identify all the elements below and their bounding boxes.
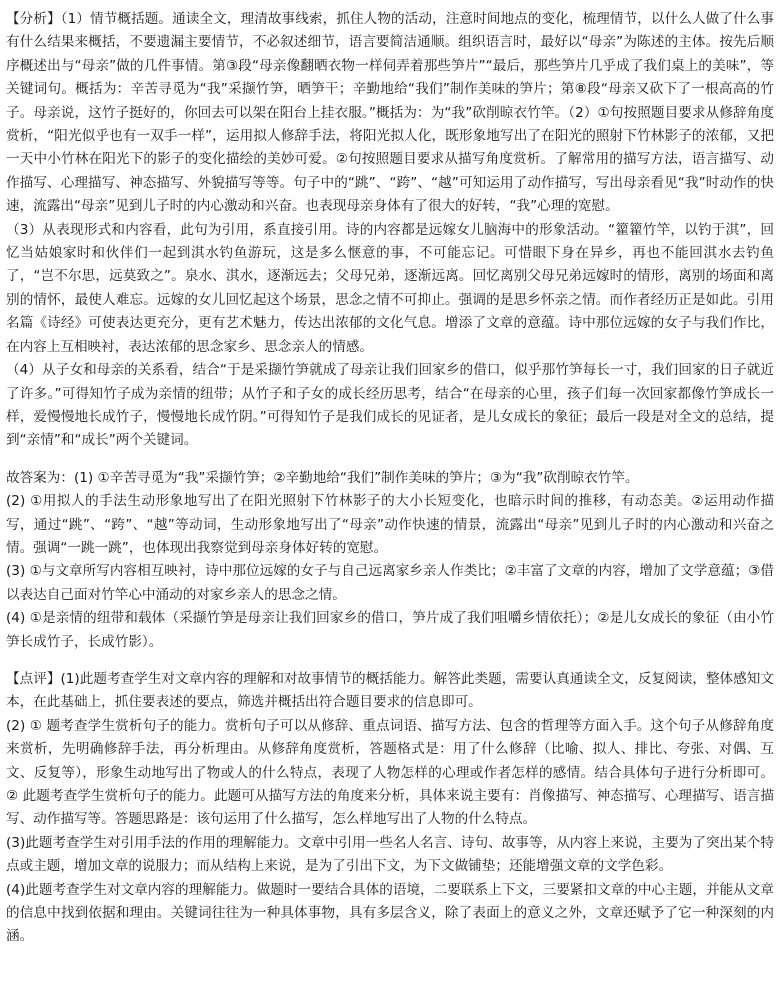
analysis-paragraph-1: 【分析】（1）情节概括题。通读全文，理清故事线索，抓住人物的活动，注意时间地点的变化，梳理情节，以什么人做了什么事有什么结果来概括，不要遗漏主要情节，不必叙述细节，语言要简洁通顺。组织语言时，最好以“母亲”为陈述的主体。按先后顺序概述出与“母亲”做的几件事情。第③段“母亲像翻晒衣物一样伺弄着那些笋片”“最后，那些笋片几乎成了我们桌上的美味”，等关键词句。概括为：辛苦寻觅为“我”采撷竹笋，晒笋干；辛勤地给“我们”制作美味的笋片；第⑧段“母亲又砍下了一根高高的竹子。母亲说，这竹子挺好的，你回去可以架在阳台上挂衣服。”概括为：为“我”砍削晾衣竹竿。（2）①句按照题目要求从修辞角度赏析，“阳光似乎也有一双手一样”，运用拟人修辞手法，将阳光拟人化，既形象地写出了在阳光的照射下竹林影子的浓郁，又把一天中小竹林在阳光下的影子的变化描绘的美妙可爱。②句按照题目要求从描写角度赏析。了解常用的描写方法，语言描写、动作描写、心理描写、神态描写、外貌描写等等。句子中的“跳”、“跨”、“越”可知运用了动作描写，写出母亲看见“我”时动作的快速，流露出“母亲”见到儿子时的内心激动和兴奋。也表现母亲身体有了很大的好转，“我”心理的宽慰。 xyxy=(6,11,774,215)
answer-section xyxy=(6,467,774,654)
comment-section xyxy=(6,668,774,949)
section-spacer xyxy=(6,453,774,467)
comment-item-3: (3)此题考查学生对引用手法的作用的理解能力。文章中引用一些名人名言、诗句、故事等，从内容上来说，主要为了突出某个特点或主题，增加文章的说服力；而从结构上来说，是为了引出下文，为下文做铺垫；还能增强文章的文学色彩。 xyxy=(6,834,774,875)
answer-item-4: (4) ①是亲情的纽带和载体（采撷竹笋是母亲让我们回家乡的借口，笋片成了我们咀嚼乡情依托）；②是儿女成长的象征（由小竹笋长成竹子，长成竹影）。 xyxy=(6,610,774,650)
comment-item-1: 【点评】(1)此题考查学生对文章内容的理解和对故事情节的概括能力。解答此类题，需要认真通读全文，反复阅读，整体感知文本，在此基础上，抓住要表述的要点，筛选并概括出符合题目要求的信息即可。 xyxy=(6,670,774,711)
section-spacer xyxy=(6,654,774,668)
analysis-paragraph-4: （4）从子女和母亲的关系看，结合“于是采撷竹笋就成了母亲让我们回家乡的借口，似乎那竹笋每长一寸，我们回家的日子就近了许多。”可得知竹子成为亲情的纽带；从竹子和子女的成长经历思考，结合“在母亲的心里，孩子们每一次回家都像竹笋成长一样，爱慢慢地长成竹子，慢慢地长成竹阴。”可得知竹子是我们成长的见证者，是儿女成长的象征；最后一段是对全文的总结，提到“亲情”和“成长”两个关键词。 xyxy=(6,362,774,449)
comment-item-2: (2) ① 题考查学生赏析句子的能力。赏析句子可以从修辞、重点词语、描写方法、包含的哲理等方面入手。这个句子从修辞角度来赏析，先明确修辞手法，再分析理由。从修辞角度赏析，答题格式是：用了什么修辞（比喻、拟人、排比、夸张、对偶、互文、反复等），形象生动地写出了物或人的什么特点，表现了人物怎样的心理或作者怎样的感情。结合具体句子进行分析即可。 ② 此题考查学生赏析句子的能力。此题可从描写方法的角度来分析，具体来说主要有：肖像描写、神态描写、心理描写、语言描写、动作描写等。答题思路是：该句运用了什么描写，怎么样地写出了人物的什么特点。 xyxy=(6,717,774,828)
analysis-section xyxy=(6,8,774,453)
analysis-paragraph-3: （3）从表现形式和内容看，此句为引用，系直接引用。诗的内容都是远嫁女儿脑海中的形象活动。“籊籊竹竿，以钓于淇”，回忆当姑娘家时和伙伴们一起到淇水钓鱼游玩，这是多么惬意的事，不可能忘记。可惜眼下身在异乡，再也不能回淇水去钓鱼了，“岂不尔思，远莫致之”。泉水、淇水，逐渐远去；父母兄弟，逐渐远离。回忆离别父母兄弟远嫁时的情形，离别的场面和离别的情怀，最使人难忘。远嫁的女儿回忆起这个场景，思念之情不可抑止。强调的是思乡怀亲之情。而作者经历正是如此。引用名篇《诗经》可使表达更充分，更有艺术魅力，传达出浓郁的文化气息。增添了文章的意蕴。诗中那位远嫁的女子与我们作比，在内容上互相映衬，表达浓郁的思念家乡、思念亲人的情感。 xyxy=(6,221,774,355)
answer-item-1: 故答案为：(1) ①辛苦寻觅为“我”采撷竹笋；②辛勤地给“我们”制作美味的笋片；③为“我”砍削晾衣竹竿。 xyxy=(6,469,639,486)
answer-item-2: (2) ①用拟人的手法生动形象地写出了在阳光照射下竹林影子的大小长短变化，也暗示时间的推移，有动态美。②运用动作描写，通过“跳”、“跨”、“越”等动词，生动形象地写出了“母亲”动作快速的情景，流露出“母亲”见到儿子时的内心激动和兴奋之情。强调“一跳一跳”，也体现出我察觉到母亲身体好转的宽慰。 xyxy=(6,493,774,556)
comment-item-4: (4)此题考查学生对文章内容的理解能力。做题时一要结合具体的语境，二要联系上下文，三要紧扣文章的中心主题，并能从文章的信息中找到依据和理由。关键词往往为一种具体事物，具有多层含义，除了表面上的意义之外，文章还赋予了它一种深刻的内涵。 xyxy=(6,881,774,945)
answer-item-3: (3) ①与文章所写内容相互映衬，诗中那位远嫁的女子与自己远离家乡亲人作类比；②丰富了文章的内容，增加了文学意蕴；③借以表达自己面对竹竿心中涌动的对家乡亲人的思念之情。 xyxy=(6,563,774,603)
